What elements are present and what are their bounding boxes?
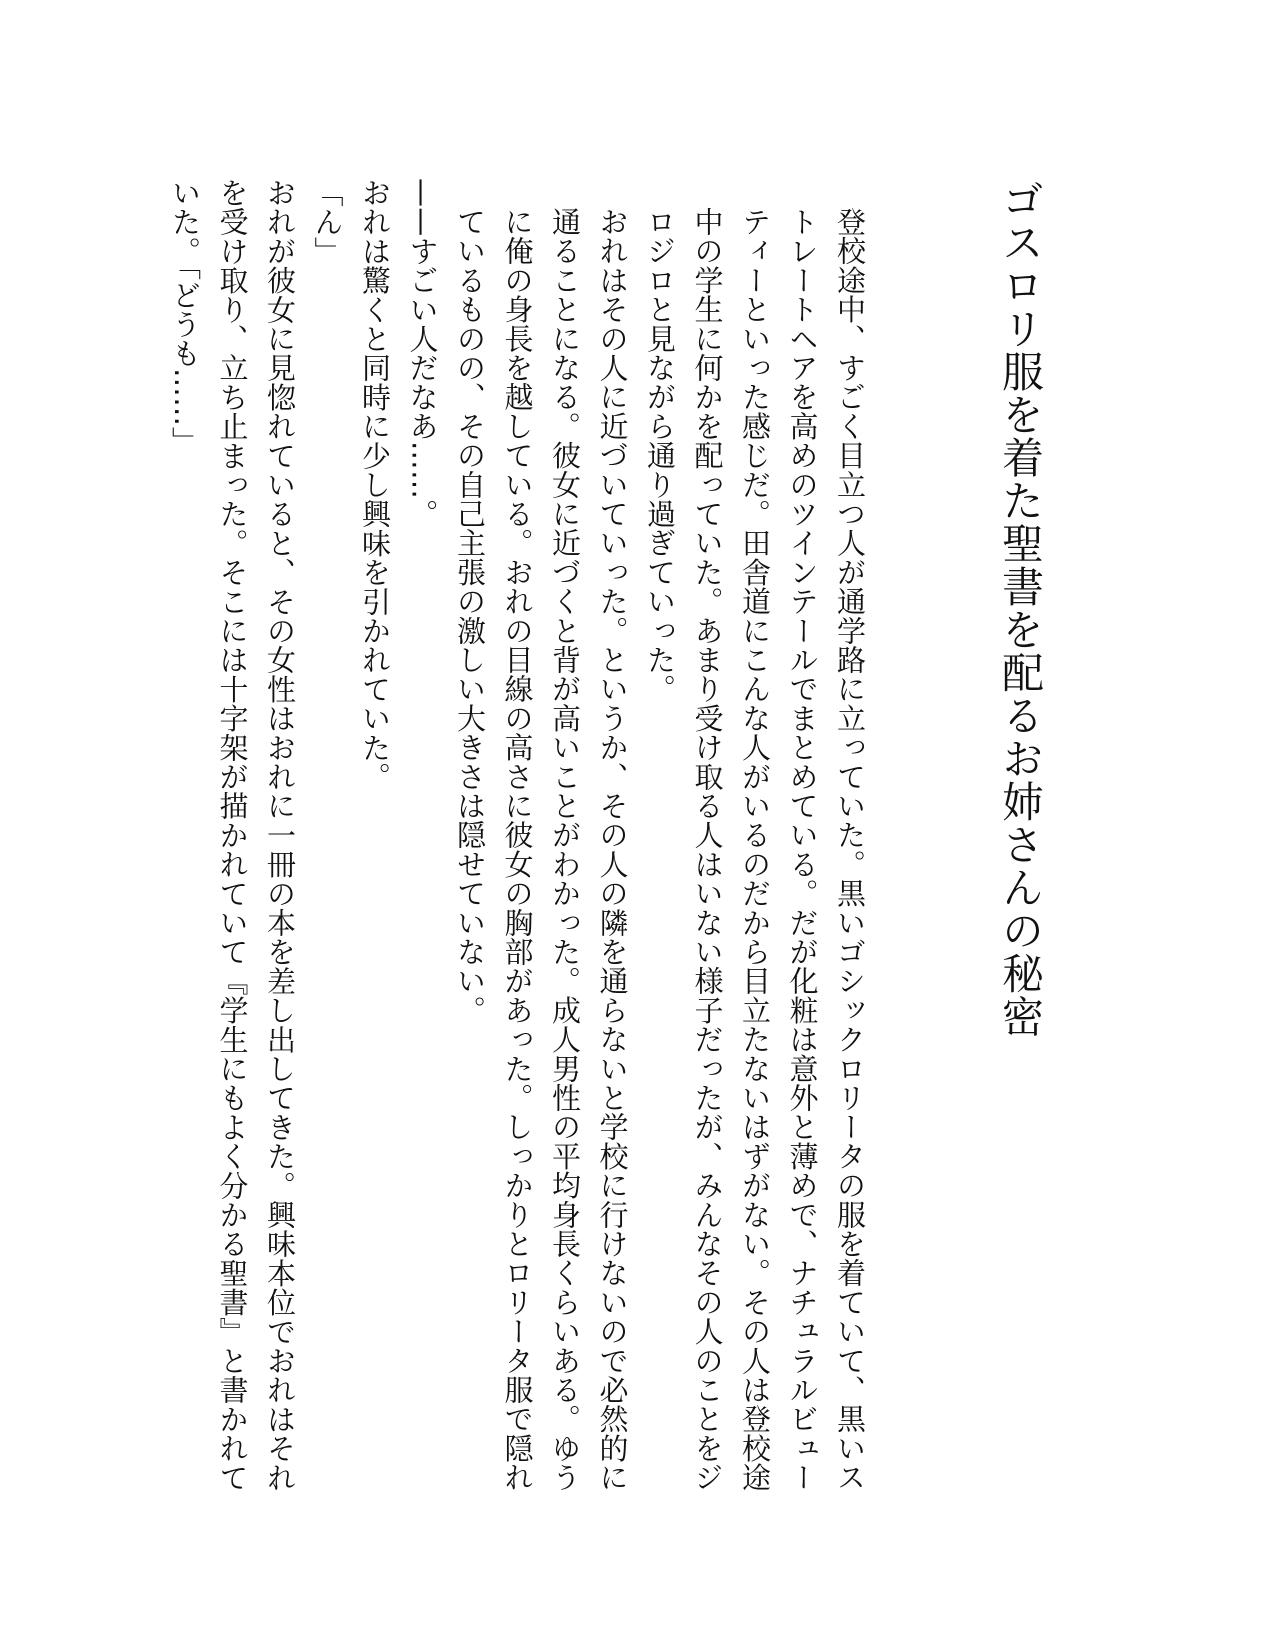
paragraph: おれが彼女に見惚れていると、その女性はおれに一冊の本を差し出してきた。興味本位でおれはそれを受け取り、立ち止まった。そこには十字架が描かれていて『学生にもよく分かる聖書』と書かれていた。「どうも……」 — [168, 178, 297, 1492]
paragraph: 登校途中、すごく目立つ人が通学路に立っていた。黒いゴシックロリータの服を着ていて、黒いストレートヘアを高めのツインテールでまとめている。だが化粧は意外と薄めで、ナチュラルビューティーといった感じだ。田舎道にこんな人がいるのだから目立たないはずがない。その人は登校途中の学生に何かを配っていた。あまり受け取る人はいない様子だったが、みんなその人のことをジロジロと見ながら通り過ぎていった。 — [643, 207, 867, 1492]
paragraph: 「ん」 — [310, 178, 345, 266]
chapter-title: ゴスロリ服を着た聖書を配るお姉さんの秘密 — [996, 178, 1045, 1038]
paragraph: おれは驚くと同時に少し興味を引かれていた。 — [358, 178, 392, 792]
paragraph: ——すごい人だなあ……。 — [405, 178, 440, 529]
paragraph: おれはその人に近づいていった。というか、その人の隣を通らないと学校に行けないので必然的に通ることになる。彼女に近づくと背が高いことがわかった。成人男性の平均身長くらいある。ゆうに俺の身長を越している。おれの目線の高さに彼女の胸部があった。しっかりとロリータ服で隠れているものの、その自己主張の激しい大きさは隠せていない。 — [453, 207, 630, 1492]
body-text — [161, 178, 874, 1508]
